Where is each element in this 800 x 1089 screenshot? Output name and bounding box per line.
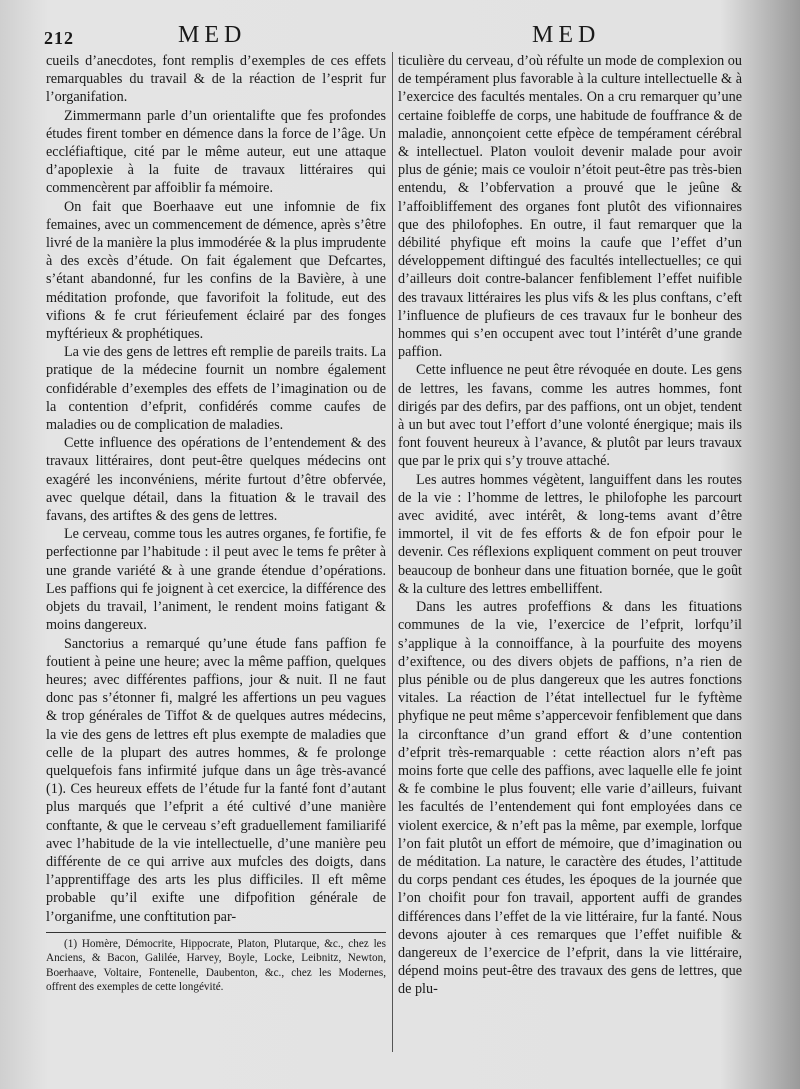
paragraph: Le cerveau, comme tous les autres organes, fe fortifie, fe perfectionne par l’habitude : il peut avec le tems fe prêter à une grande variété & à une grande étendue d’opérations. Les paffions qui fe joignent à cet exercice, la différence des objets du travail, l’animent, le rendent moins fatigant & moins dangereux. [46,526,386,634]
footnote-rule [46,932,386,933]
page-header [0,22,800,52]
paragraph: Zimmermann parle d’un orientalifte que fes profondes études firent tomber en démence dans la force de l’âge. Un eccléfiaftique, cité par le même auteur, eut une attaque d’apoplexie à la fuite de travaux littéraires qui commencèrent par affoiblir fa mémoire. [46,107,386,197]
right-column [398,52,742,999]
left-column [46,52,386,995]
page-number: 212 [44,28,74,48]
paragraph: cueils d’anecdotes, font remplis d’exemples de ces effets remarquables du travail & de la réaction de l’esprit fur l’organifation. [46,53,386,106]
paragraph: Cette influence des opérations de l’entendement & des travaux littéraires, dont peut-être quelques médecins ont exagéré les inconvéniens, mérite furtout d’être obfervée, avec quelque détail, dans la fituation & le travail des favans, des artiftes & des gens de lettres. [46,435,386,525]
footnote [46,932,386,995]
paragraph: Cette influence ne peut être révoquée en doute. Les gens de lettres, les favans, comme les autres hommes, font dirigés par des defirs, par des paffions, ont un objet, tendent à un but avec tout l’effort d’une volonté énergique; mais ils font fouvent heureux à l’avance, & plutôt par leurs travaux que par le prix qui s’y trouve attaché. [398,362,742,470]
paragraph: La vie des gens de lettres eft remplie de pareils traits. La pratique de la médecine fournit un nombre également confidérable d’exemples des effets de l’imagination ou de la contention d’efprit, confidérés comme caufes de maladies ou de complication de maladies. [46,344,386,434]
paragraph: Les autres hommes végètent, languiffent dans les routes de la vie : l’homme de lettres, le philofophe les parcourt avec avidité, avec intérêt, & long-tems avant d’être immortel, il vit de fes efforts & de fon efpoir pour le devenir. Ces réflexions expliquent comment on peut trouver beaucoup de bonheur dans une fituation bornée, que le goût & la culture des lettres embelliffent. [398,471,742,597]
footnote-text: (1) Homère, Démocrite, Hippocrate, Platon, Plutarque, &c., chez les Anciens, & Bacon, Galilée, Harvey, Boyle, Locke, Leibnitz, Newton, Boerhaave, Voltaire, Fontenelle, Daubenton, &c., chez les Modernes, offrent des exemples de cette longévité. [46,937,386,994]
running-head-right: MED [532,22,601,48]
paragraph: Sanctorius a remarqué qu’une étude fans paffion fe foutient à peine une heure; avec la même paffion, quelques heures; avec différentes paffions, jour & nuit. Il ne faut donc pas s’étonner fi, malgré les affertions un peu vagues & trop générales de Tiffot & de quelques autres médecins, la vie des gens de lettres eft plus exempte de maladies que celle de la plupart des autres hommes, & fe prolonge quelquefois fans infirmité jufque dans un âge très-avancé (1). Ces heureux effets de l’étude fur la fanté font d’autant plus marqués que l’efprit a été cultivé d’une manière conftante, & que le cerveau s’eft graduellement familiarifé avec l’habitude de la vie intellectuelle, d’une manière peu différente de ce qui arrive aux mufcles des doigts, dans l’apprentiffage des arts les plus difficiles. Il eft même probable qu’il exifte une difpofition générale de l’organifme, une conftitution par- [46,635,386,925]
running-head-left: MED [178,22,247,48]
paragraph: ticulière du cerveau, d’où réfulte un mode de complexion ou de tempérament plus favorable à la culture intellectuelle & à l’exercice des facultés mentales. On a cru remarquer qu’une certaine foibleffe de corps, une habitude de fouffrance & de maladie, annonçoient cette efpèce de tempérament cérébral & intellectuel. Platon vouloit devenir malade pour avoir plus de génie; mais ce vouloir n’étoit peut-être pas très-bien entendu, & l’obfervation a prouvé que le jeûne & l’affoibliffement des organes font plutôt des vifionnaires que des philofophes. En outre, il faut remarquer que la débilité phyfique eft moins la caufe que l’effet d’un développement diftingué des facultés intellectuelles; ce qui d’ailleurs doit contre-balancer fenfiblement l’effet nuifible des travaux littéraires les plus vifs & les plus conftans, c’eft l’influence de plufieurs de ces travaux fur le bonheur des hommes qui s’en occupent avec tout l’intérêt d’une grande paffion. [398,53,742,361]
paragraph: On fait que Boerhaave eut une infomnie de fix femaines, avec un commencement de démence, après s’être livré de la manière la plus immodérée & la plus imprudente à des excès d’étude. On fait également que Defcartes, s’étant abandonné, fur les confins de la Bavière, à une méditation profonde, que favorifoit la folitude, eut des vifions & fe crut férieufement éclairé par des fonges myftérieux & prophétiques. [46,198,386,343]
column-divider [392,52,393,1052]
paragraph: Dans les autres profeffions & dans les fituations communes de la vie, l’exercice de l’efprit, lorfqu’il s’applique à la connoiffance, à la pourfuite des moyens d’exiftence, ou des divers objets de paffions, n’a rien de plus pénible ou de plus dangereux que les autres fonctions vitales. La réaction de l’état intellectuel fur le fyftème phyfique ne peut même s’appercevoir fenfiblement que dans la circonftance d’un grand effort & d’une contention d’efprit très-remarquable : cette réaction alors n’eft pas moins forte que celle des paffions, avec laquelle elle fe joint & fe combine le plus fouvent; elle varie d’ailleurs, fuivant les facultés de l’entendement qui font employées dans ce violent exercice, & n’eft pas la même, par exemple, lorfque l’on fait plutôt un effort de mémoire, que d’imagination ou de méditation. La nature, le caractère des études, l’attitude du corps pendant ces études, les époques de la journée que l’on choifit pour fon travail, apportent auffi de grandes différences dans l’effet de la vie littéraire, fur la fanté. Nous devons ajouter à ces remarques que l’effet nuifible & dangereux de l’exercice de l’efprit, dans la vie littéraire, dépend moins peut-être des travaux des gens de lettres, que de plu- [398,599,742,998]
